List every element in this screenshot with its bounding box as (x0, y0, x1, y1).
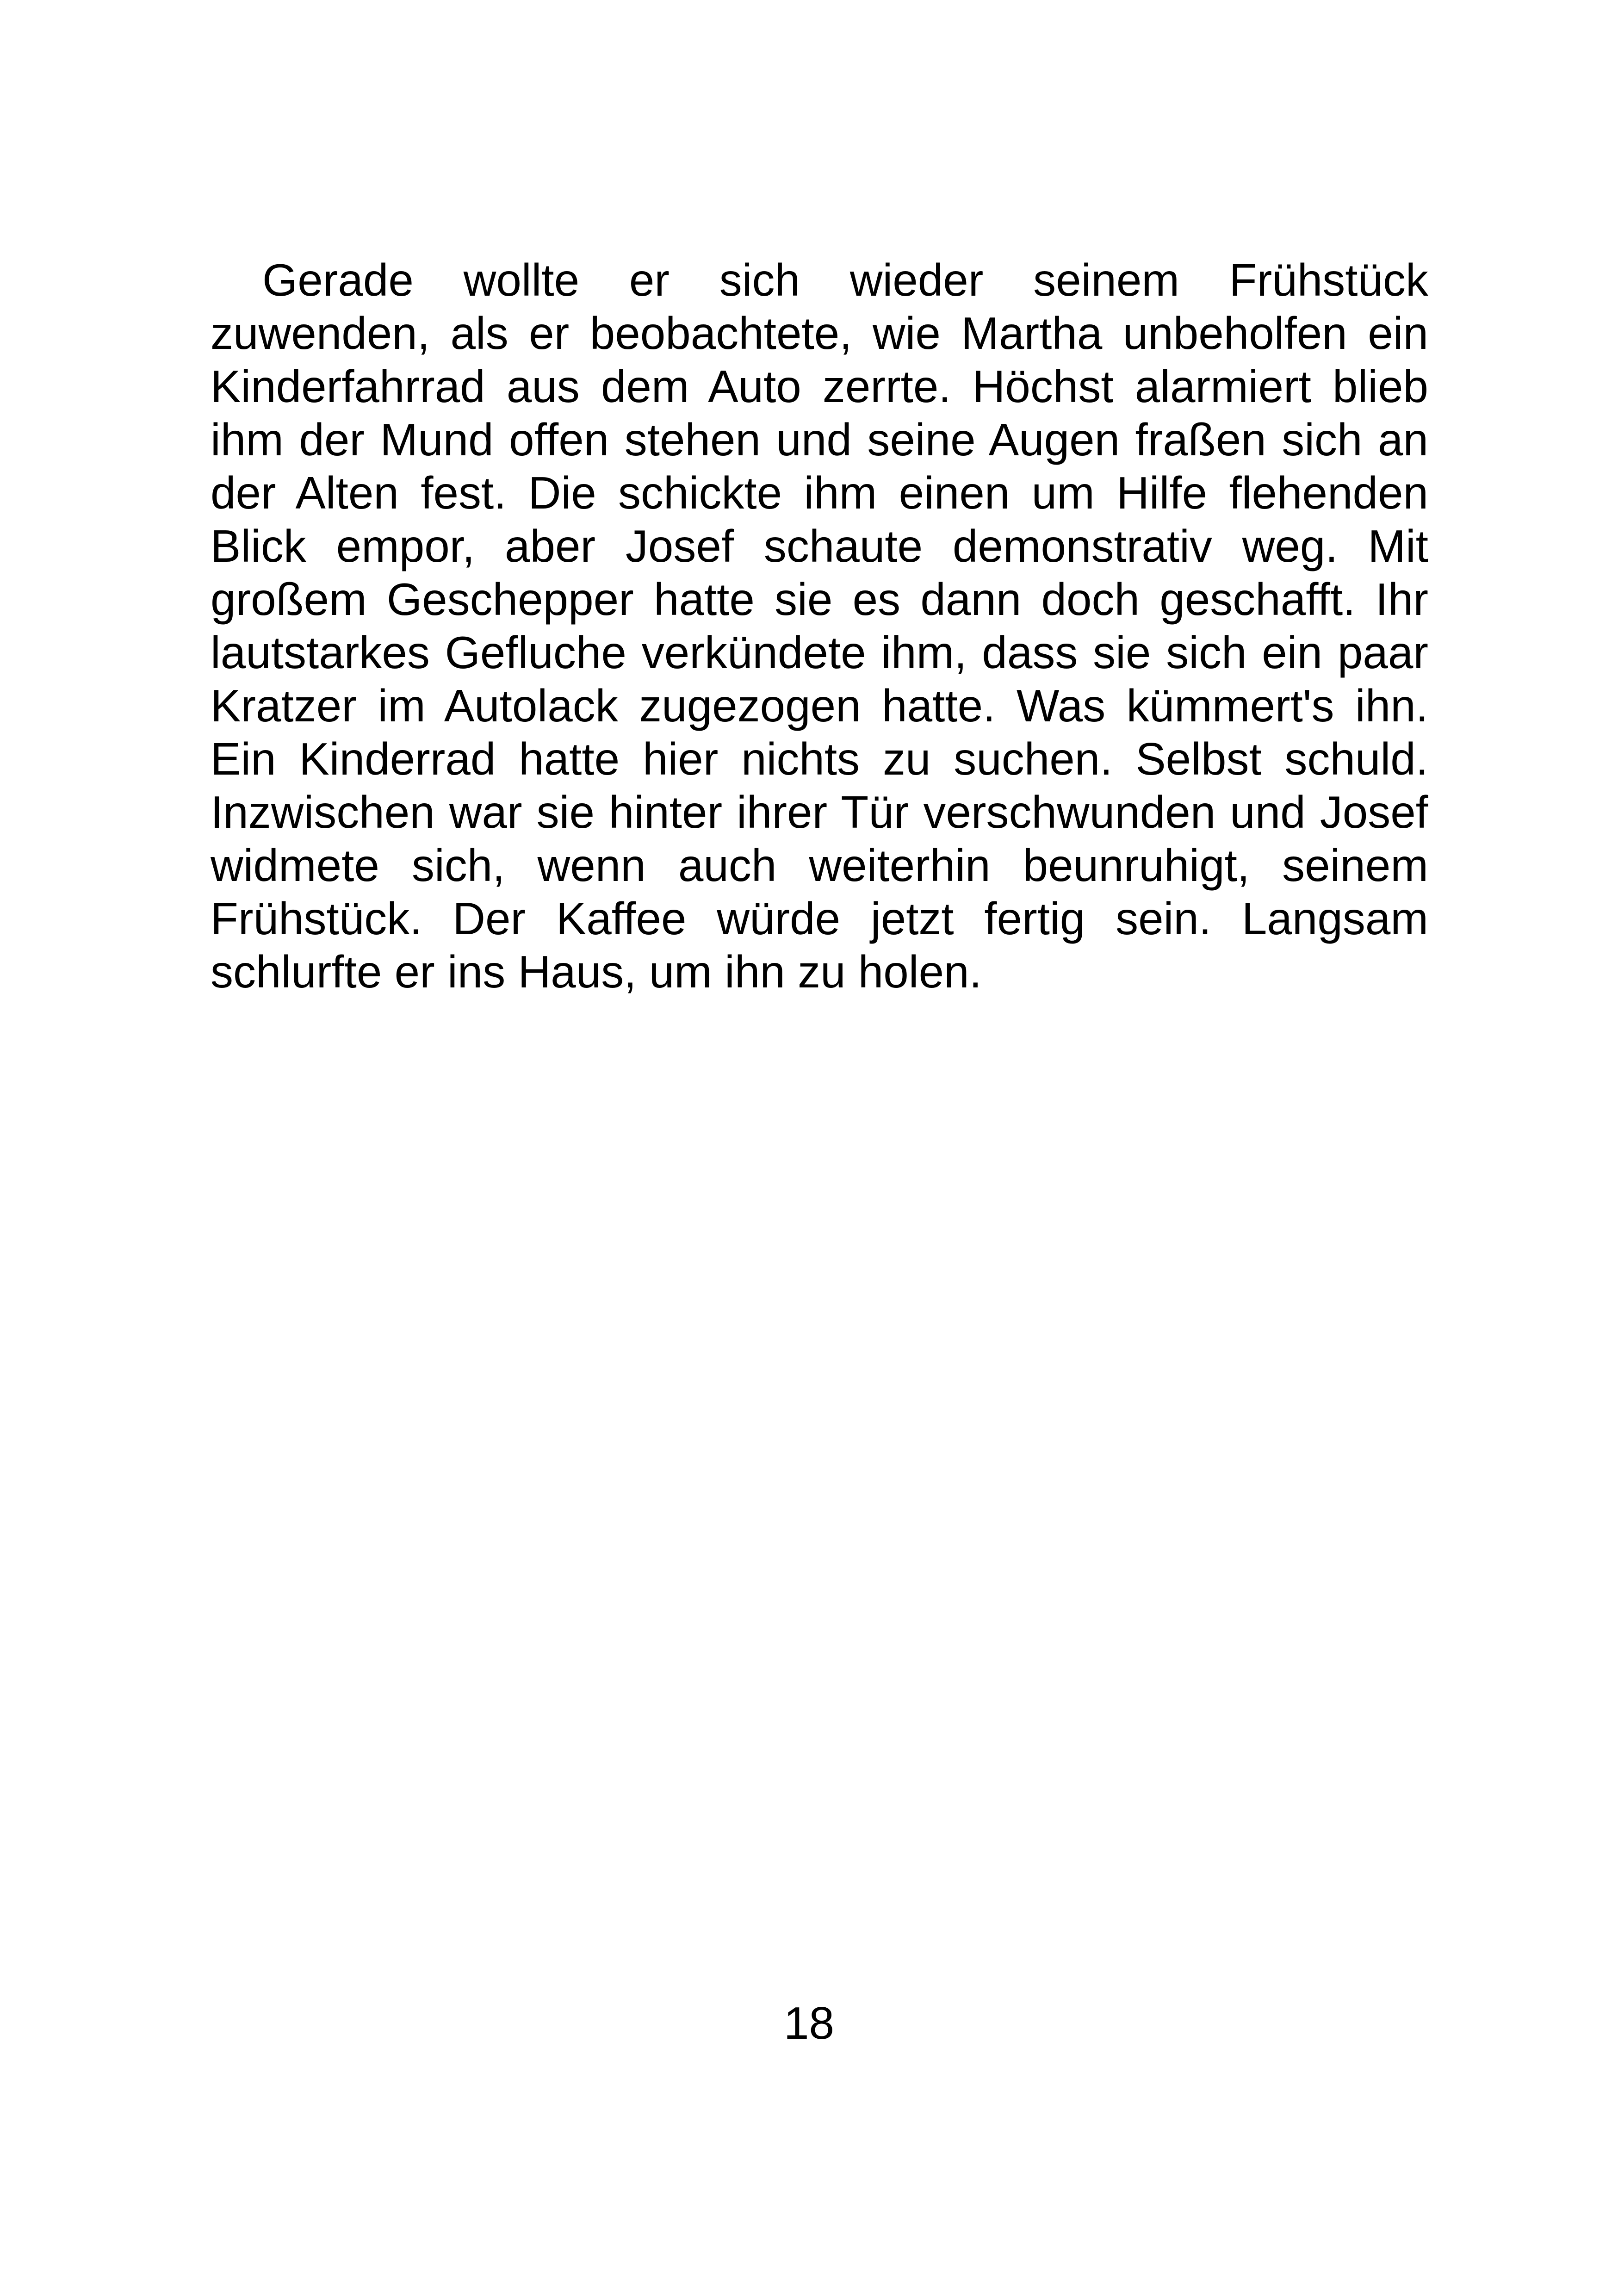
text-line: widmete sich, wenn auch weiterhin beunruhigt, seinem (211, 840, 1428, 891)
text-line: zuwenden, als er beobachtete, wie Martha unbeholfen ein (211, 308, 1428, 359)
text-line: lautstarkes Gefluche verkündete ihm, dass sie sich ein paar (211, 627, 1428, 678)
text-line: Gerade wollte er sich wieder seinem Frühstück (262, 254, 1428, 305)
page-number: 18 (783, 1998, 834, 2048)
text-line: großem Geschepper hatte sie es dann doch geschafft. Ihr (211, 574, 1428, 625)
text-line: der Alten fest. Die schickte ihm einen um Hilfe flehenden (211, 467, 1428, 518)
text-line: Kratzer im Autolack zugezogen hatte. Was kümmert's ihn. (211, 680, 1428, 731)
text-line: Inzwischen war sie hinter ihrer Tür verschwunden und Josef (211, 787, 1428, 838)
text-line: Ein Kinderrad hatte hier nichts zu suchen. Selbst schuld. (211, 733, 1428, 784)
text-line: schlurfte er ins Haus, um ihn zu holen. (211, 946, 982, 997)
text-line: Kinderfahrrad aus dem Auto zerrte. Höchst alarmiert blieb (211, 361, 1428, 412)
body-paragraph (211, 254, 1428, 999)
text-line: ihm der Mund offen stehen und seine Augen fraßen sich an (211, 414, 1428, 465)
text-line: Frühstück. Der Kaffee würde jetzt fertig sein. Langsam (211, 893, 1428, 944)
text-line: Blick empor, aber Josef schaute demonstrativ weg. Mit (211, 521, 1428, 571)
